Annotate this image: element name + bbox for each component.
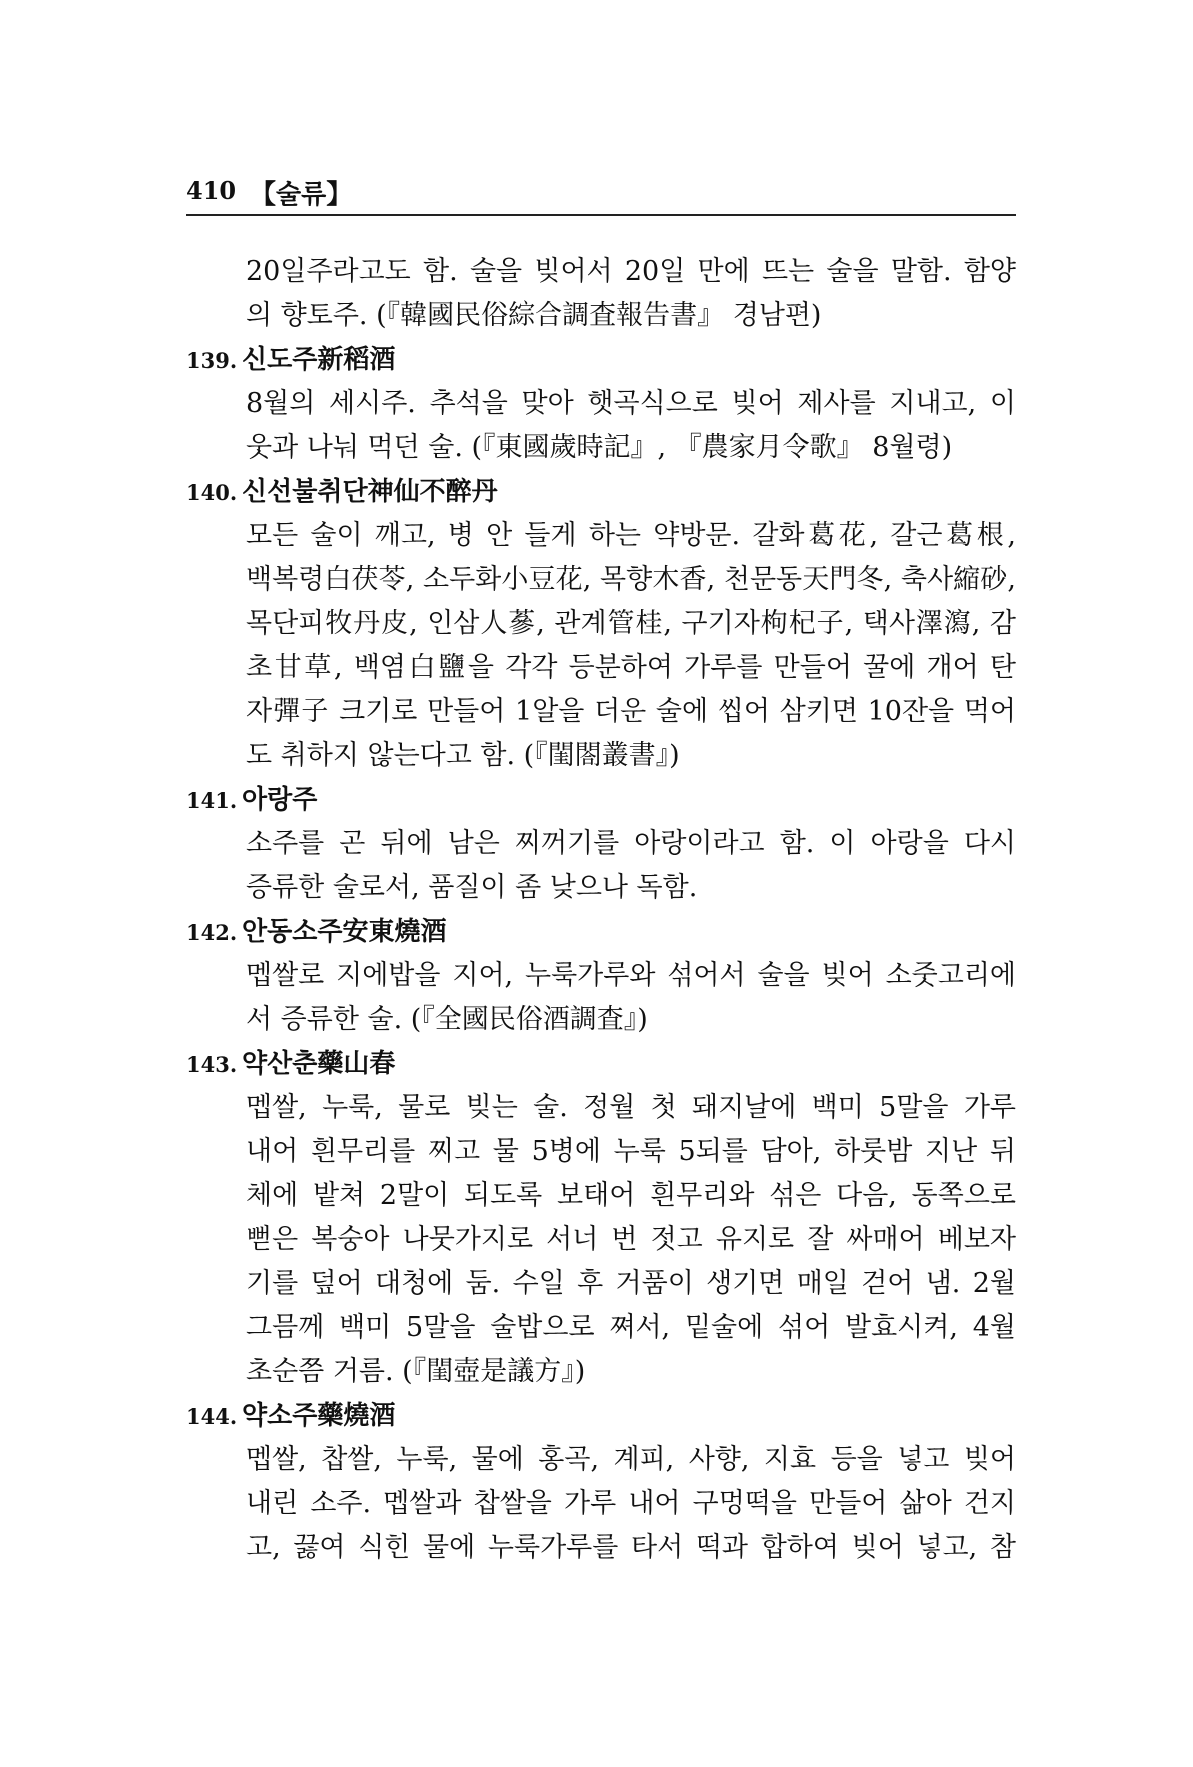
entry-title: 약소주藥燒酒	[242, 1401, 396, 1431]
text-line: 20일주라고도 함. 술을 빚어서 20일 만에 뜨는 술을 말함. 함양	[246, 256, 1016, 287]
entry-title: 신선불취단神仙不醉丹	[242, 477, 498, 507]
entry-number: 143.	[186, 1052, 238, 1077]
text-line: 멥쌀, 찹쌀, 누룩, 물에 홍곡, 계피, 사향, 지효 등을 넣고 빚어	[246, 1444, 1016, 1475]
text-line: 체에 밭쳐 2말이 되도록 보태어 흰무리와 섞은 다음, 동쪽으로	[246, 1180, 1016, 1211]
text-line: 내어 흰무리를 찌고 물 5병에 누룩 5되를 담아, 하룻밤 지난 뒤	[246, 1136, 1016, 1167]
entry-143	[186, 1042, 1016, 1394]
entry-title: 안동소주安東燒酒	[242, 917, 447, 947]
text-line: 백복령白茯苓, 소두화小豆花, 목향木香, 천문동天門冬, 축사縮砂,	[246, 564, 1016, 595]
text-line: 도 취하지 않는다고 함. (『閨閤叢書』)	[246, 740, 680, 771]
text-line: 멥쌀, 누룩, 물로 빚는 술. 정월 첫 돼지날에 백미 5말을 가루	[246, 1092, 1016, 1123]
text-line: 기를 덮어 대청에 둠. 수일 후 거품이 생기면 매일 걷어 냄. 2월	[246, 1268, 1016, 1299]
page-header	[186, 170, 1016, 216]
entry-heading	[186, 470, 1016, 514]
text-line: 웃과 나눠 먹던 술. (『東國歲時記』, 『農家月令歌』 8월령)	[246, 432, 953, 463]
entry-number: 142.	[186, 920, 238, 945]
entry-heading	[186, 1394, 1016, 1438]
text-line: 소주를 곤 뒤에 남은 찌꺼기를 아랑이라고 함. 이 아랑을 다시	[246, 828, 1016, 859]
entry-heading	[186, 338, 1016, 382]
page-body	[186, 250, 1016, 1570]
text-line: 내린 소주. 멥쌀과 찹쌀을 가루 내어 구멍떡을 만들어 삶아 건지	[246, 1488, 1016, 1519]
text-line: 초甘草, 백염白鹽을 각각 등분하여 가루를 만들어 꿀에 개어 탄	[246, 652, 1016, 683]
text-line: 자彈子 크기로 만들어 1알을 더운 술에 씹어 삼키면 10잔을 먹어	[246, 696, 1016, 727]
entry-number: 140.	[186, 480, 238, 505]
continuation-paragraph	[186, 250, 1016, 338]
entry-142	[186, 910, 1016, 1042]
text-line: 의 향토주. (『韓國民俗綜合調査報告書』 경남편)	[246, 300, 822, 331]
entry-number: 144.	[186, 1404, 238, 1429]
entry-140	[186, 470, 1016, 778]
text-line: 서 증류한 술. (『全國民俗酒調査』)	[246, 1004, 648, 1035]
entry-141	[186, 778, 1016, 910]
entry-heading	[186, 1042, 1016, 1086]
entry-139	[186, 338, 1016, 470]
entry-number: 141.	[186, 788, 238, 813]
page-number: 410	[186, 176, 237, 205]
running-head: 【술류】	[250, 180, 353, 210]
text-line: 뻗은 복숭아 나뭇가지로 서너 번 젓고 유지로 잘 싸매어 베보자	[246, 1224, 1016, 1255]
text-line: 8월의 세시주. 추석을 맞아 햇곡식으로 빚어 제사를 지내고, 이	[246, 388, 1016, 419]
entry-title: 신도주新稻酒	[242, 345, 396, 375]
entry-heading	[186, 910, 1016, 954]
text-line: 증류한 술로서, 품질이 좀 낮으나 독함.	[246, 872, 698, 903]
text-line: 그믐께 백미 5말을 술밥으로 쪄서, 밑술에 섞어 발효시켜, 4월	[246, 1312, 1016, 1343]
text-line: 초순쯤 거름. (『閨壺是議方』)	[246, 1356, 586, 1387]
text-line: 목단피牧丹皮, 인삼人蔘, 관계管桂, 구기자枸杞子, 택사澤瀉, 감	[246, 608, 1016, 639]
text-line: 모든 술이 깨고, 병 안 들게 하는 약방문. 갈화葛花, 갈근葛根,	[246, 520, 1016, 551]
text-line: 고, 끓여 식힌 물에 누룩가루를 타서 떡과 합하여 빚어 넣고, 참	[246, 1532, 1016, 1563]
entry-144	[186, 1394, 1016, 1570]
entry-heading	[186, 778, 1016, 822]
entry-number: 139.	[186, 348, 238, 373]
text-line: 멥쌀로 지에밥을 지어, 누룩가루와 섞어서 술을 빚어 소줏고리에	[246, 960, 1016, 991]
entry-title: 약산춘藥山春	[242, 1049, 396, 1079]
entry-title: 아랑주	[242, 785, 318, 815]
